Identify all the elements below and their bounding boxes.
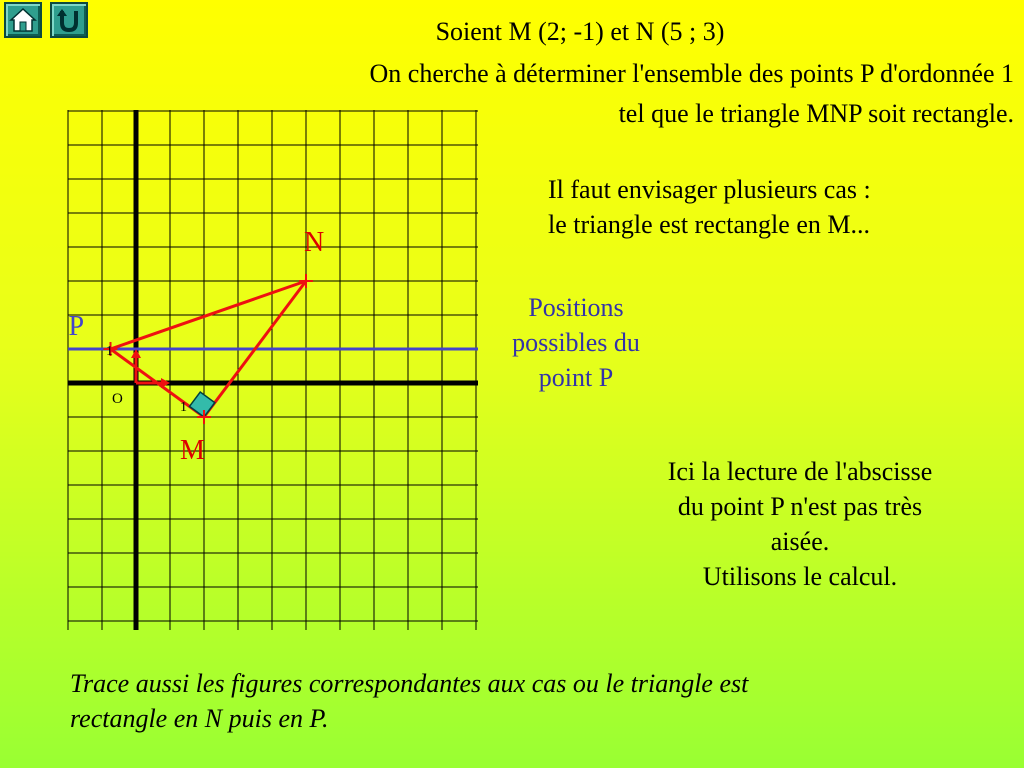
positions-line-2: possibles du — [512, 328, 640, 358]
reading-line-1: Ici la lecture de l'abscisse — [667, 457, 933, 486]
grid — [68, 110, 478, 630]
reading-line-2: du point P n'est pas très — [677, 492, 923, 522]
label-p: P — [68, 311, 85, 342]
point-labels — [69, 227, 325, 466]
label-unit-x: 1 — [180, 400, 187, 415]
positions-line-3: point P — [538, 363, 614, 393]
positions-line-1: Positions — [528, 293, 624, 322]
label-m: M — [180, 435, 205, 466]
reading-line-4: Utilisons le calcul. — [702, 562, 898, 592]
statement-line-2: On cherche à déterminer l'ensemble des points P d'ordonnée 1 — [369, 59, 1014, 88]
right-angle-marker — [189, 392, 214, 417]
axes — [68, 110, 478, 630]
cases-line-2: le triangle est rectangle en M... — [548, 210, 870, 240]
statement-line-1: Soient M (2; -1) et N (5 ; 3) — [435, 17, 725, 46]
instruction-line-1: Trace aussi les figures correspondantes aux cas ou le triangle est — [70, 669, 749, 698]
reading-line-3: aisée. — [770, 527, 830, 557]
label-unit-y: 1 — [106, 344, 113, 359]
cases-line-1: Il faut envisager plusieurs cas : — [548, 175, 871, 204]
label-n: N — [304, 227, 325, 258]
label-origin: O — [112, 391, 123, 407]
statement-line-3: tel que le triangle MNP soit rectangle. — [618, 99, 1014, 128]
instruction-line-2: rectangle en N puis en P. — [70, 704, 329, 734]
